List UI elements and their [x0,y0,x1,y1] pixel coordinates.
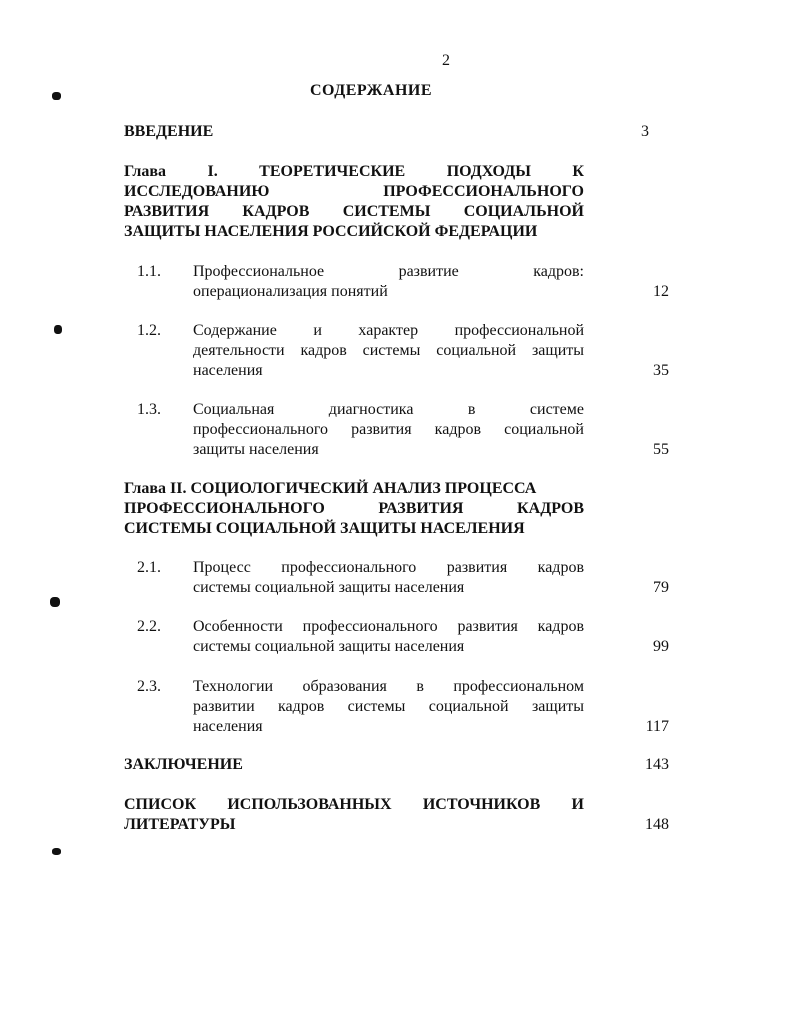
toc-section-2-2 [137,617,669,657]
section-line: профессионального развития кадров социальной [193,421,584,438]
section-line: Процесс профессионального развития кадров [193,559,584,576]
chapter1-line: РАЗВИТИЯ КАДРОВ СИСТЕМЫ СОЦИАЛЬНОЙ [124,203,584,220]
toc-conclusion [124,755,669,775]
section-line: деятельности кадров системы социальной защиты [193,342,584,359]
section-line: населения [193,362,263,379]
toc-conclusion-label: ЗАКЛЮЧЕНИЕ [124,756,243,773]
toc-conclusion-page: 143 [645,756,669,773]
section-line: Социальная диагностика в системе [193,401,584,418]
section-number: 2.1. [137,559,161,576]
chapter2-line: СИСТЕМЫ СОЦИАЛЬНОЙ ЗАЩИТЫ НАСЕЛЕНИЯ [124,520,525,537]
chapter1-line: Глава I. ТЕОРЕТИЧЕСКИЕ ПОДХОДЫ К [124,163,584,180]
scan-speck [52,848,61,855]
toc-section-1-2 [137,321,669,381]
bibliography-line: ЛИТЕРАТУРЫ [124,816,236,833]
section-line: развитии кадров системы социальной защиты [193,698,584,715]
section-line: защиты населения [193,441,319,458]
chapter1-line: ИССЛЕДОВАНИЮ ПРОФЕССИОНАЛЬНОГО [124,183,584,200]
page-number: 2 [442,52,450,69]
scan-speck [52,92,61,100]
section-page: 35 [653,362,669,379]
section-page: 55 [653,441,669,458]
section-line: Особенности профессионального развития кадров [193,618,584,635]
scan-speck [54,325,62,334]
toc-intro [124,122,669,142]
section-line: системы социальной защиты населения [193,638,465,655]
toc-section-2-3 [137,677,669,737]
toc-bibliography-page: 148 [645,816,669,833]
toc-section-1-3 [137,400,669,460]
section-page: 12 [653,283,669,300]
toc-section-2-1 [137,558,669,598]
chapter2-line: ПРОФЕССИОНАЛЬНОГО РАЗВИТИЯ КАДРОВ [124,500,584,517]
section-line: операционализация понятий [193,283,388,300]
chapter1-line: ЗАЩИТЫ НАСЕЛЕНИЯ РОССИЙСКОЙ ФЕДЕРАЦИИ [124,223,538,240]
section-number: 1.1. [137,263,161,280]
contents-title: СОДЕРЖАНИЕ [310,82,433,99]
bibliography-line: СПИСОК ИСПОЛЬЗОВАННЫХ ИСТОЧНИКОВ И [124,796,584,813]
section-line: Технологии образования в профессиональном [193,678,584,695]
section-page: 117 [645,718,669,735]
section-page: 99 [653,638,669,655]
scan-speck [50,597,60,607]
section-line: системы социальной защиты населения [193,579,465,596]
toc-chapter1-heading [124,162,669,242]
section-number: 2.3. [137,678,161,695]
toc-bibliography [124,795,669,835]
chapter2-line: Глава II. СОЦИОЛОГИЧЕСКИЙ АНАЛИЗ ПРОЦЕССА [124,480,537,497]
toc-section-1-1 [137,262,669,302]
section-number: 1.2. [137,322,161,339]
toc-chapter2-heading [124,479,669,539]
section-line: населения [193,718,263,735]
section-line: Содержание и характер профессиональной [193,322,584,339]
section-number: 2.2. [137,618,161,635]
section-page: 79 [653,579,669,596]
section-line: Профессиональное развитие кадров: [193,263,584,280]
toc-intro-page: 3 [641,123,649,140]
section-number: 1.3. [137,401,161,418]
toc-intro-label: ВВЕДЕНИЕ [124,123,214,140]
